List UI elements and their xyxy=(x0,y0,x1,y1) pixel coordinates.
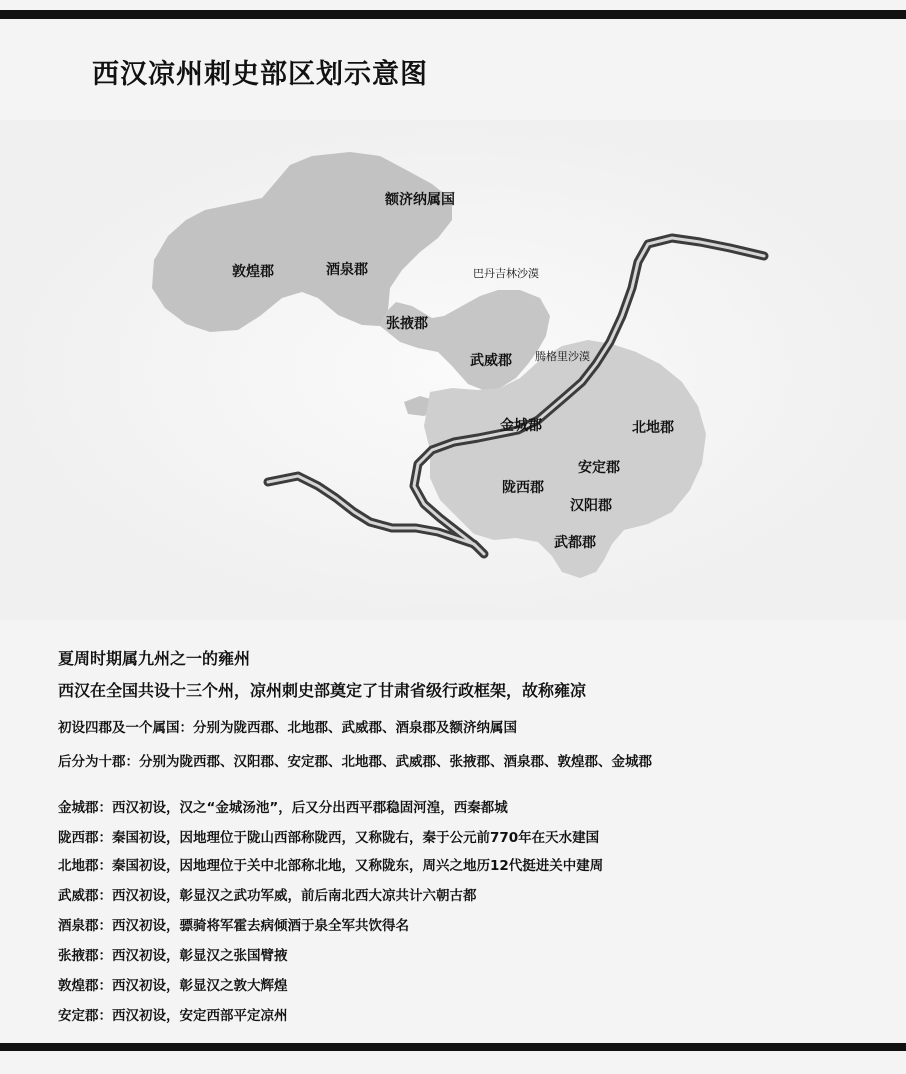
note-heading-1: 夏周时期属九州之一的雍州 xyxy=(58,649,251,668)
note-item: 陇西郡：秦国初设，因地理位于陇山西部称陇西，又称陇右，秦于公元前770年在天水建国 xyxy=(58,830,600,846)
label-wuwei: 武威郡 xyxy=(470,353,512,369)
note-line-1: 初设四郡及一个属国：分别为陇西郡、北地郡、武威郡、酒泉郡及额济纳属国 xyxy=(58,720,517,736)
label-anding: 安定郡 xyxy=(578,460,620,476)
note-item: 敦煌郡：西汉初设，彰显汉之敦大辉煌 xyxy=(58,978,288,994)
note-item: 武威郡：西汉初设，彰显汉之武功军威，前后南北西大凉共计六朝古都 xyxy=(58,888,477,904)
label-badain-desert: 巴丹吉林沙漠 xyxy=(473,267,539,280)
label-beidi: 北地郡 xyxy=(632,420,674,436)
note-item: 金城郡：西汉初设，汉之“金城汤池”，后又分出西平郡稳固河湟，西秦都城 xyxy=(58,800,508,816)
label-ejina: 额济纳属国 xyxy=(385,192,455,208)
note-heading-2: 西汉在全国共设十三个州，凉州刺史部奠定了甘肃省级行政框架，故称雍凉 xyxy=(58,681,587,700)
label-jincheng: 金城郡 xyxy=(500,418,542,434)
bottom-border xyxy=(0,1043,906,1051)
label-wudu: 武都郡 xyxy=(554,535,596,551)
label-dunhuang: 敦煌郡 xyxy=(232,264,274,280)
note-line-2: 后分为十郡：分别为陇西郡、汉阳郡、安定郡、北地郡、武威郡、张掖郡、酒泉郡、敦煌郡、金城郡 xyxy=(58,754,652,770)
note-item: 北地郡：秦国初设，因地理位于关中北部称北地，又称陇东，周兴之地历12代挺进关中建周 xyxy=(58,858,604,874)
note-item: 张掖郡：西汉初设，彰显汉之张国臂掖 xyxy=(58,948,288,964)
label-zhangye: 张掖郡 xyxy=(386,316,428,332)
top-border xyxy=(0,10,906,19)
note-item: 安定郡：西汉初设，安定西部平定凉州 xyxy=(58,1008,288,1024)
label-jiuquan: 酒泉郡 xyxy=(326,262,368,278)
label-tengger-desert: 腾格里沙漠 xyxy=(535,350,590,363)
map xyxy=(0,120,906,620)
note-item: 酒泉郡：西汉初设，骠骑将军霍去病倾酒于泉全军共饮得名 xyxy=(58,918,409,934)
map-title: 西汉凉州刺史部区划示意图 xyxy=(92,59,428,90)
label-hanyang: 汉阳郡 xyxy=(570,498,612,514)
label-longxi: 陇西郡 xyxy=(502,480,544,496)
